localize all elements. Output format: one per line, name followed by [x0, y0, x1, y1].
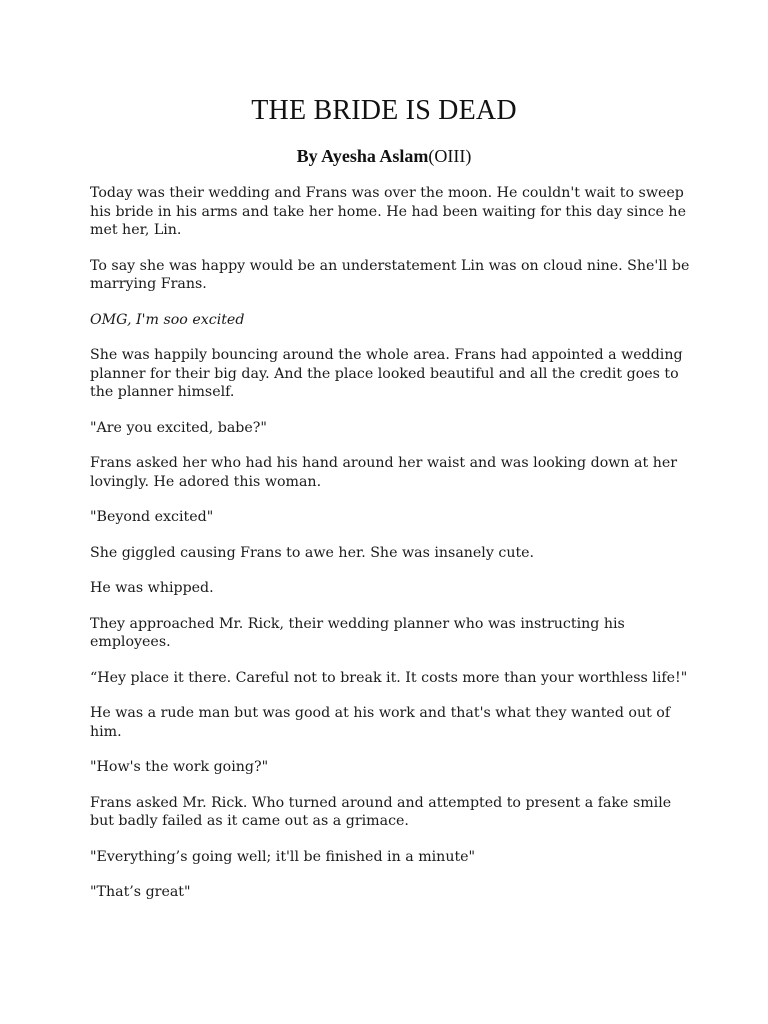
paragraph: "That’s great": [90, 884, 191, 900]
paragraph: Frans asked her who had his hand around her waist and was looking down at her lovingly. He adored this woman.: [90, 455, 678, 490]
paragraph: “Hey place it there. Careful not to break it. It costs more than your worthless life!": [90, 669, 688, 686]
paragraph: He was a rude man but was good at his work and that's what they wanted out of him.: [90, 705, 671, 740]
byline: [0, 146, 768, 167]
document-title: THE BRIDE IS DEAD: [251, 95, 517, 126]
paragraph: "Beyond excited": [90, 509, 214, 525]
paragraph: Frans asked Mr. Rick. Who turned around and attempted to present a fake smile but badly failed as it came out as a grimace.: [90, 794, 672, 829]
byline-suffix: (OIII): [428, 146, 472, 166]
byline-author: By Ayesha Aslam: [296, 146, 429, 166]
paragraph: OMG, I'm soo excited: [90, 311, 245, 328]
document-body: [90, 184, 690, 919]
paragraph: She giggled causing Frans to awe her. She was insanely cute.: [90, 544, 535, 561]
paragraph: She was happily bouncing around the whole area. Frans had appointed a wedding planner for their big day. And the place looked beautiful and all the credit goes to the planner himself.: [90, 347, 683, 400]
paragraph: They approached Mr. Rick, their wedding planner who was instructing his employees.: [90, 615, 625, 650]
paragraph: Today was their wedding and Frans was over the moon. He couldn't wait to sweep his bride in his arms and take her home. He had been waiting for this day since he met her, Lin.: [90, 185, 686, 238]
paragraph: He was whipped.: [90, 580, 214, 596]
paragraph: "Everything’s going well; it'll be finished in a minute": [90, 848, 476, 865]
paragraph: To say she was happy would be an understatement Lin was on cloud nine. She'll be marrying Frans.: [90, 257, 690, 292]
paragraph: "Are you excited, babe?": [90, 419, 267, 436]
paragraph: "How's the work going?": [90, 759, 269, 775]
